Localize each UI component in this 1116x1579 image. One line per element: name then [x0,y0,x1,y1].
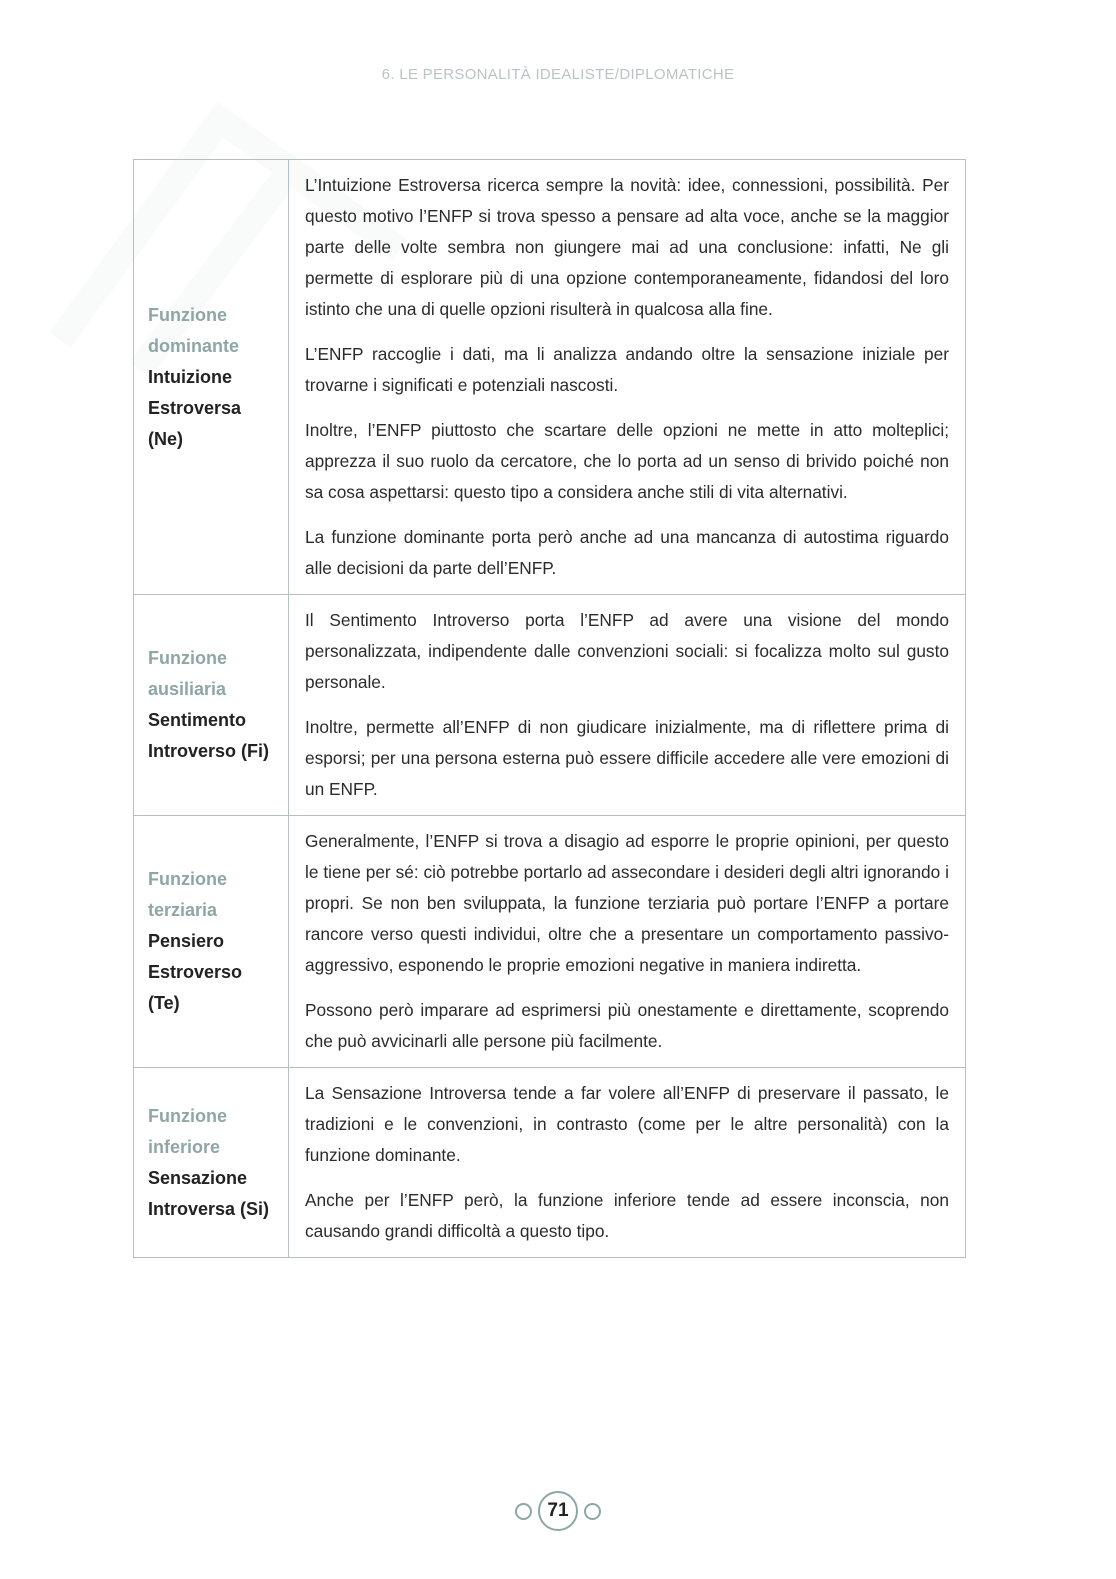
description-paragraph: Inoltre, l’ENFP piuttosto che scartare delle opzioni ne mette in atto molteplici; apprezza il suo ruolo da cercatore, che lo porta ad un senso di brivido poiché non sa cosa aspettarsi: questo tipo a considera anche stili di vita alternativi. [305,420,949,502]
function-kind: Funzione [148,1105,227,1126]
function-label-cell [134,816,289,1068]
function-kind: ausiliaria [148,679,227,699]
decorative-dot-right [584,1503,601,1520]
function-kind: Funzione [148,304,227,325]
function-kind: inferiore [148,1136,221,1157]
function-row [134,1068,966,1258]
description-paragraph: Possono però imparare ad esprimersi più onestamente e direttamente, scoprendo che può avvicinarli alle persone più facilmente. [305,1000,949,1051]
function-kind: terziaria [148,900,218,920]
description-paragraph: Inoltre, permette all’ENFP di non giudicare inizialmente, ma di riflettere prima di esporsi; per una persona esterna può essere difficile accedere alle vere emozioni di un ENFP. [305,717,949,799]
description-paragraph: La Sensazione Introversa tende a far volere all’ENFP di preservare il passato, le tradizioni e le convenzioni, in contrasto (come per le altre personalità) con la funzione dominante. [305,1083,949,1165]
description-paragraph: La funzione dominante porta però anche ad una mancanza di autostima riguardo alle decisioni da parte dell’ENFP. [305,527,949,578]
function-row [134,816,966,1068]
running-header: 6. LE PERSONALITÀ IDEALISTE/DIPLOMATICHE [381,66,735,83]
function-row [134,595,966,816]
function-kind: dominante [148,335,240,356]
function-row [134,160,966,595]
function-name: Introverso (Fi) [148,741,270,761]
function-name: Sensazione [148,1167,248,1188]
function-name: Introversa (Si) [148,1198,270,1219]
description-paragraph: Generalmente, l’ENFP si trova a disagio ad esporre le proprie opinioni, per questo le tiene per sé: ciò potrebbe portarlo ad assecondare i desideri degli altri ignorando i propri. Se non ben sviluppata, la funzione terziaria può portare l’ENFP a portare rancore verso questi individui, oltre che a presentare un comportamento passivo-aggressivo, esponendo le proprie emozioni negative in maniera indiretta. [305,831,949,975]
function-description-cell [289,1068,966,1258]
function-description-cell [289,160,966,595]
function-description-cell [289,816,966,1068]
function-name: Intuizione [148,366,232,387]
function-name: (Ne) [148,428,183,449]
function-name: Estroverso (Te) [148,962,243,1013]
page-number-badge [0,1491,1116,1531]
function-kind: Funzione [148,869,227,889]
functions-table [133,159,966,1258]
description-paragraph: L’ENFP raccoglie i dati, ma li analizza andando oltre la sensazione iniziale per trovarne i significati e potenziali nascosti. [305,344,949,395]
description-paragraph: Il Sentimento Introverso porta l’ENFP ad avere una visione del mondo personalizzata, indipendente dalle convenzioni sociali: si focalizza molto sul gusto personale. [305,610,949,692]
function-label-cell [134,1068,289,1258]
page-number: 71 [538,1491,578,1531]
function-name: Sentimento [148,710,247,730]
function-label-cell [134,595,289,816]
function-description-cell [289,595,966,816]
function-label-cell [134,160,289,595]
function-name: Estroversa [148,397,242,418]
description-paragraph: L’Intuizione Estroversa ricerca sempre la novità: idee, connessioni, possibilità. Per questo motivo l’ENFP si trova spesso a pensare ad alta voce, anche se la maggior parte delle volte sembra non giungere mai ad una conclusione: infatti, Ne gli permette di esplorare più di una opzione contemporaneamente, fidandosi del loro istinto che una di quelle opzioni risulterà in qualcosa alla fine. [305,175,949,319]
function-kind: Funzione [148,648,227,668]
decorative-dot-left [515,1503,532,1520]
description-paragraph: Anche per l’ENFP però, la funzione inferiore tende ad essere inconscia, non causando grandi difficoltà a questo tipo. [305,1190,949,1241]
function-name: Pensiero [148,931,225,951]
